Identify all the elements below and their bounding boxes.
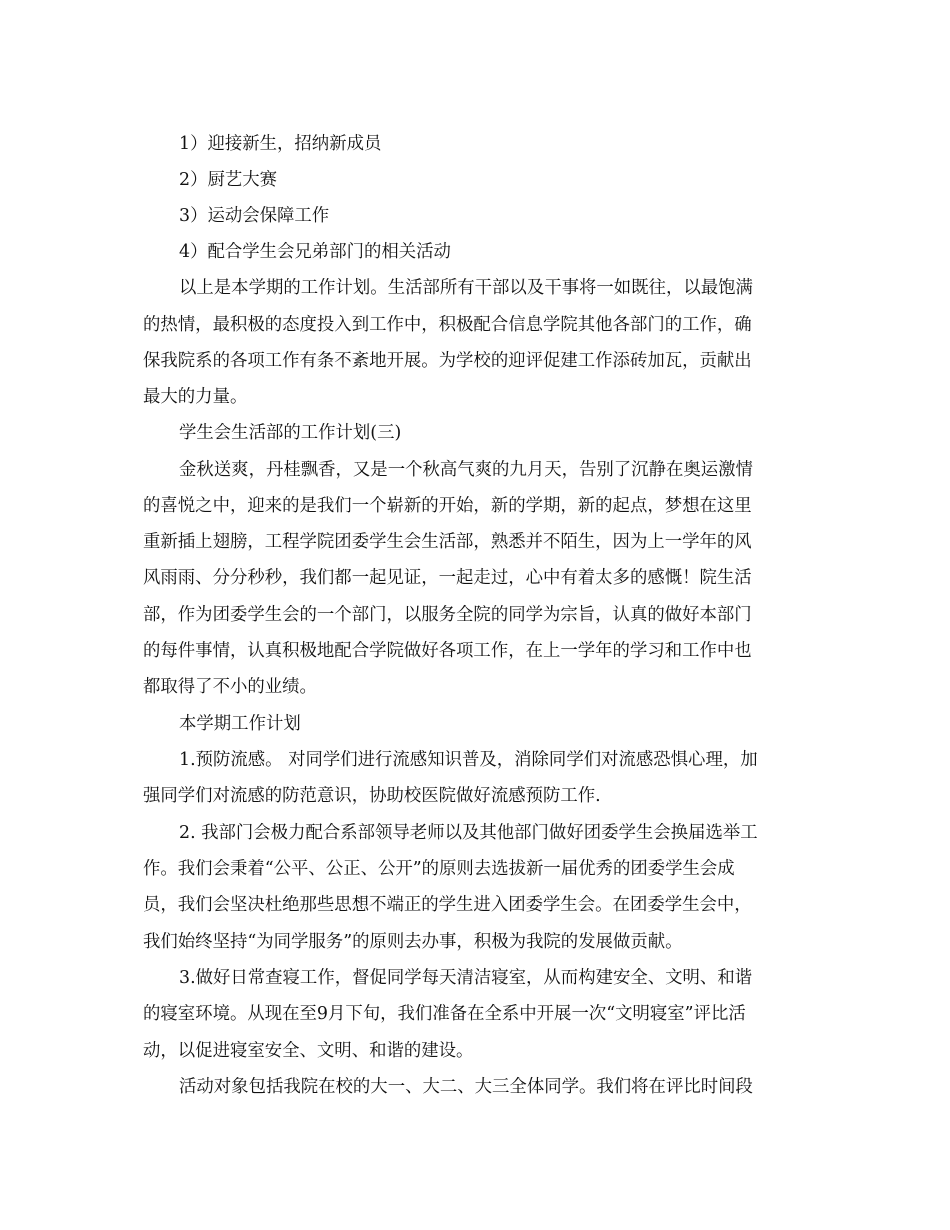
list-item: 3）运动会保障工作 xyxy=(179,206,330,226)
paragraph-line: 员，我们会坚决杜绝那些思想不端正的学生进入团委学生会。在团委学生会中， xyxy=(143,895,752,915)
paragraph-line: 活动对象包括我院在校的大一、大二、大三全体同学。我们将在评比时间段 xyxy=(179,1077,753,1097)
list-item: 2）厨艺大赛 xyxy=(179,170,278,190)
paragraph-line: 3.做好日常查寝工作，督促同学每天清洁寝室，从而构建安全、文明、和谐 xyxy=(179,968,753,988)
list-item: 4）配合学生会兄弟部门的相关活动 xyxy=(179,242,451,262)
plan-heading: 本学期工作计划 xyxy=(179,714,301,734)
paragraph-line: 都取得了不小的业绩。 xyxy=(143,677,317,697)
paragraph-line: 的每件事情，认真积极地配合学院做好各项工作，在上一学年的学习和工作中也 xyxy=(143,641,752,661)
paragraph-line: 的喜悦之中，迎来的是我们一个崭新的开始，新的学期，新的起点，梦想在这里 xyxy=(143,496,752,516)
paragraph-line: 2. 我部门会极力配合系部领导老师以及其他部门做好团委学生会换届选举工 xyxy=(179,823,758,843)
paragraph-line: 以上是本学期的工作计划。生活部所有干部以及干事将一如既往，以最饱满 xyxy=(179,278,753,298)
paragraph-line: 强同学们对流感的防范意识，协助校医院做好流感预防工作. xyxy=(143,786,601,806)
paragraph-line: 动，以促进寝室安全、文明、和谐的建设。 xyxy=(143,1041,474,1061)
paragraph-line: 我们始终坚持“为同学服务”的原则去办事，积极为我院的发展做贡献。 xyxy=(143,932,683,952)
paragraph-line: 部，作为团委学生会的一个部门，以服务全院的同学为宗旨，认真的做好本部门 xyxy=(143,605,752,625)
paragraph-line: 作。我们会秉着“公平、公正、公开”的原则去选拔新一届优秀的团委学生会成 xyxy=(143,859,735,879)
paragraph-line: 最大的力量。 xyxy=(143,387,248,407)
paragraph-line: 保我院系的各项工作有条不紊地开展。为学校的迎评促建工作添砖加瓦，贡献出 xyxy=(143,351,752,371)
paragraph-line: 的寝室环境。从现在至9月下旬，我们准备在全系中开展一次“文明寝室”评比活 xyxy=(143,1004,746,1024)
paragraph-line: 金秋送爽，丹桂飘香，又是一个秋高气爽的九月天，告别了沉静在奥运激情 xyxy=(179,460,753,480)
paragraph-line: 重新插上翅膀，工程学院团委学生会生活部，熟悉并不陌生，因为上一学年的风 xyxy=(143,532,752,552)
paragraph-line: 1.预防流感。 对同学们进行流感知识普及，消除同学们对流感恐惧心理，加 xyxy=(179,750,758,770)
paragraph-line: 风雨雨、分分秒秒，我们都一起见证，一起走过，心中有着太多的感慨！院生活 xyxy=(143,568,752,588)
paragraph-line: 的热情，最积极的态度投入到工作中，积极配合信息学院其他各部门的工作，确 xyxy=(143,315,752,335)
list-item: 1）迎接新生，招纳新成员 xyxy=(179,134,382,154)
section-title: 学生会生活部的工作计划(三) xyxy=(179,423,402,443)
